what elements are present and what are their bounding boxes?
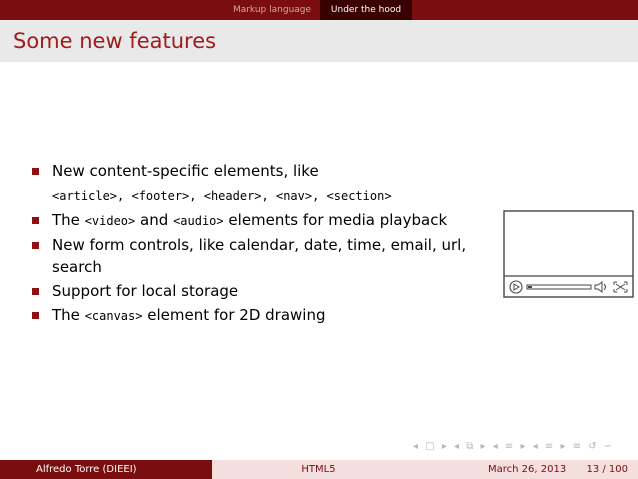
item-code: <video> [84, 214, 136, 228]
navigation-symbols[interactable]: ◂ □ ▸ ◂ ⧉ ▸ ◂ ≡ ▸ ◂ ≡ ▸ ≡ ↺ ∽ [413, 441, 615, 452]
item-text: New form controls, like calendar, date, time, email, url, [52, 236, 467, 254]
footer-date: March 26, 2013 [488, 464, 567, 475]
top-navigation-bar [0, 0, 638, 20]
bullet-icon [32, 242, 39, 249]
bullet-icon [32, 312, 39, 319]
item-text: The [52, 306, 80, 324]
item-code: <article>, <footer>, <header>, <nav>, <section> [52, 189, 392, 203]
list-item [28, 209, 508, 232]
item-text: element for 2D drawing [147, 306, 326, 324]
footer-page-number: 13 / 100 [586, 464, 628, 475]
bullet-icon [32, 217, 39, 224]
list-item [28, 304, 508, 327]
nav-section-markup-language[interactable]: Markup language [232, 5, 312, 15]
frame-title-bar [0, 20, 638, 62]
item-text: Support for local storage [52, 282, 239, 300]
feature-list [28, 160, 508, 329]
bullet-icon [32, 288, 39, 295]
footer-author: Alfredo Torre (DIEEI) [0, 460, 212, 479]
list-item [28, 280, 508, 302]
item-text: search [52, 258, 102, 276]
seek-bar-fill [528, 286, 532, 288]
frame-title: Some new features [13, 29, 217, 53]
footer-date-page [425, 460, 638, 479]
video-player-sketch [503, 210, 634, 298]
item-text: The [52, 211, 80, 229]
item-code: <canvas> [84, 309, 143, 323]
footer-short-title: HTML5 [212, 460, 425, 479]
list-item [28, 234, 508, 278]
item-text: New content-specific elements, like [52, 162, 319, 180]
bullet-icon [32, 168, 39, 175]
footline [0, 460, 638, 479]
item-text: elements for media playback [228, 211, 448, 229]
item-code: <audio> [173, 214, 224, 228]
item-text: and [140, 211, 169, 229]
list-item [28, 160, 508, 207]
nav-section-under-the-hood[interactable]: Under the hood [320, 0, 412, 20]
